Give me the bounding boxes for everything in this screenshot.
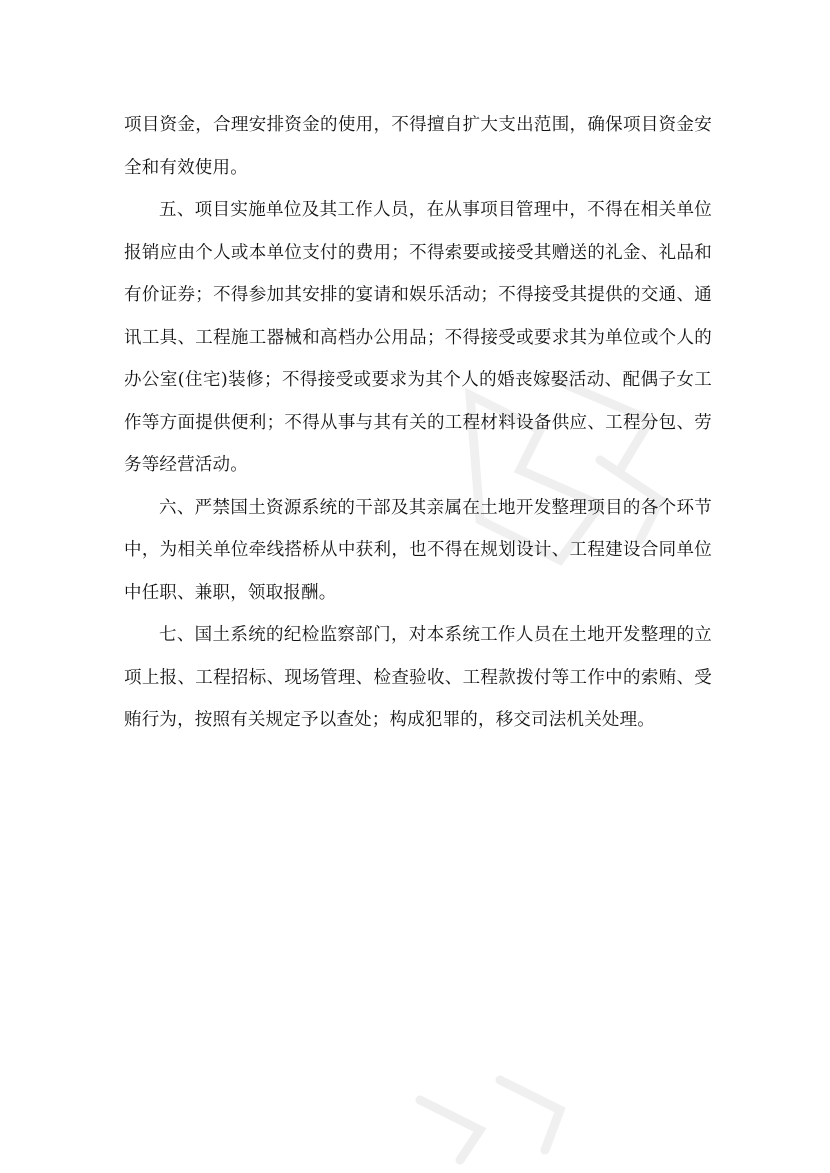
document-body [124, 104, 712, 742]
paragraph-item-seven: 七、国土系统的纪检监察部门，对本系统工作人员在土地开发整理的立项上报、工程招标、现场管理、检查验收、工程款拨付等工作中的索贿、受贿行为，按照有关规定予以查处；构成犯罪的，移交司法机关处理。 [124, 625, 712, 730]
paragraph-item-six: 六、严禁国土资源系统的干部及其亲属在土地开发整理项目的各个环节中，为相关单位牵线搭桥从中获利，也不得在规划设计、工程建设合同单位中任职、兼职，领取报酬。 [124, 497, 712, 603]
paragraph-item-five: 五、项目实施单位及其工作人员，在从事项目管理中，不得在相关单位报销应由个人或本单位支付的费用；不得索要或接受其赠送的礼金、礼品和有价证券；不得参加其安排的宴请和娱乐活动；不得接受其提供的交通、通讯工具、工程施工器械和高档办公用品；不得接受或要求其为单位或个人的办公室(住宅)装修；不得接受或要求为其个人的婚丧嫁娶活动、配偶子女工作等方面提供便利；不得从事与其有关的工程材料设备供应、工程分包、劳务等经营活动。 [124, 200, 712, 475]
paragraph-continuation: 项目资金，合理安排资金的使用，不得擅自扩大支出范围，确保项目资金安全和有效使用。 [124, 115, 712, 178]
